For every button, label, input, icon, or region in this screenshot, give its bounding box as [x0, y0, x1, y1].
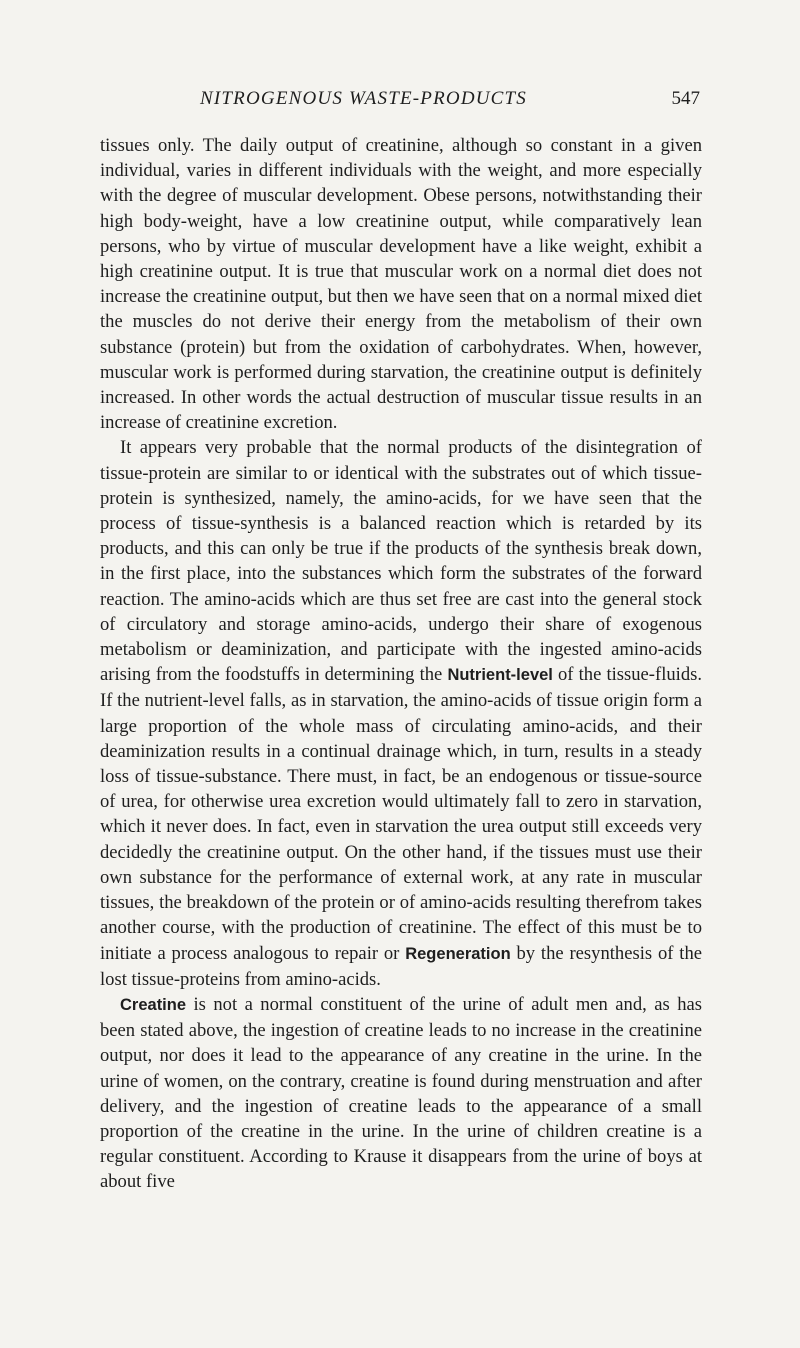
page-header [200, 88, 700, 112]
paragraph-2-text-b: of the tissue-fluids. If the nutrient-level falls, as in starvation, the amino-acids of tissue origin form a large proportion of the whole mass of circulating amino-acids, and their deaminization results in a continual drainage which, in turn, results in a steady loss of tissue-substance. There must, in fact, be an endogenous or tissue-source of urea, for otherwise urea excretion would ultimately fall to zero in starvation, which it never does. In fact, even in starvation the urea output still exceeds very decidedly the creatinine output. On the other hand, if the tissues must use their own substance for the performance of external work, at any rate in muscular tissues, the breakdown of the protein or of amino-acids resulting therefrom takes another course, with the production of creatinine. The effect of this must be to initiate a process analogous to repair or [100, 664, 703, 964]
term-creatine: Creatine [120, 995, 187, 1014]
paragraph-2-text-c: by the resynthesis of the lost tissue-proteins from amino-acids. [100, 942, 702, 990]
paragraph-3 [100, 992, 702, 1195]
running-head: NITROGENOUS WASTE-PRODUCTS [200, 88, 528, 109]
paragraph-3-text: is not a normal constituent of the urine of adult men and, as has been stated above, the ingestion of creatine leads to no increase in the creatinine output, nor does it lead to the appearance of any creatine in the urine. In the urine of women, on the contrary, creatine is found during menstruation and after delivery, and the ingestion of creatine leads to the appearance of a small proportion of the creatine in the urine. In the urine of children creatine is a regular constituent. According to Krause it disappears from the urine of boys at about five [100, 993, 702, 1193]
paragraph-1-text: tissues only. The daily output of creatinine, although so constant in a given individual, varies in different individuals with the weight, and more especially with the degree of muscular development. Obese persons, notwithstanding their high body-weight, have a low creatinine output, while comparatively lean persons, who by virtue of muscular development have a like weight, exhibit a high creatinine output. It is true that muscular work on a normal diet does not increase the creatinine output, but then we have seen that on a normal mixed diet the muscles do not derive their energy from the metabolism of their own substance (protein) but from the oxidation of carbohydrates. When, however, muscular work is performed during starvation, the creatinine output is definitely increased. In other words the actual destruction of muscular tissue results in an increase of creatinine excretion. [100, 135, 702, 434]
term-nutrient-level: Nutrient-level [447, 666, 553, 685]
page-number: 547 [671, 88, 700, 109]
paragraph-2 [100, 435, 702, 991]
paragraph-1 [100, 133, 702, 435]
paragraph-2-text-a: It appears very probable that the normal products of the disintegration of tissue-protein are similar to or identical with the substrates out of which tissue-protein is synthesized, namely, the amino-acids, for we have seen that the process of tissue-synthesis is a balanced reaction which is retarded by its products, and this can only be true if the products of the synthesis break down, in the first place, into the substances which form the substrates of the forward reaction. The amino-acids which are thus set free are cast into the general stock of circulatory and storage amino-acids, undergo their share of exogenous metabolism or deaminization, and participate with the ingested amino-acids arising from the foodstuffs in determining the [100, 437, 702, 686]
term-regeneration: Regeneration [405, 944, 511, 963]
body-text [100, 133, 702, 1195]
